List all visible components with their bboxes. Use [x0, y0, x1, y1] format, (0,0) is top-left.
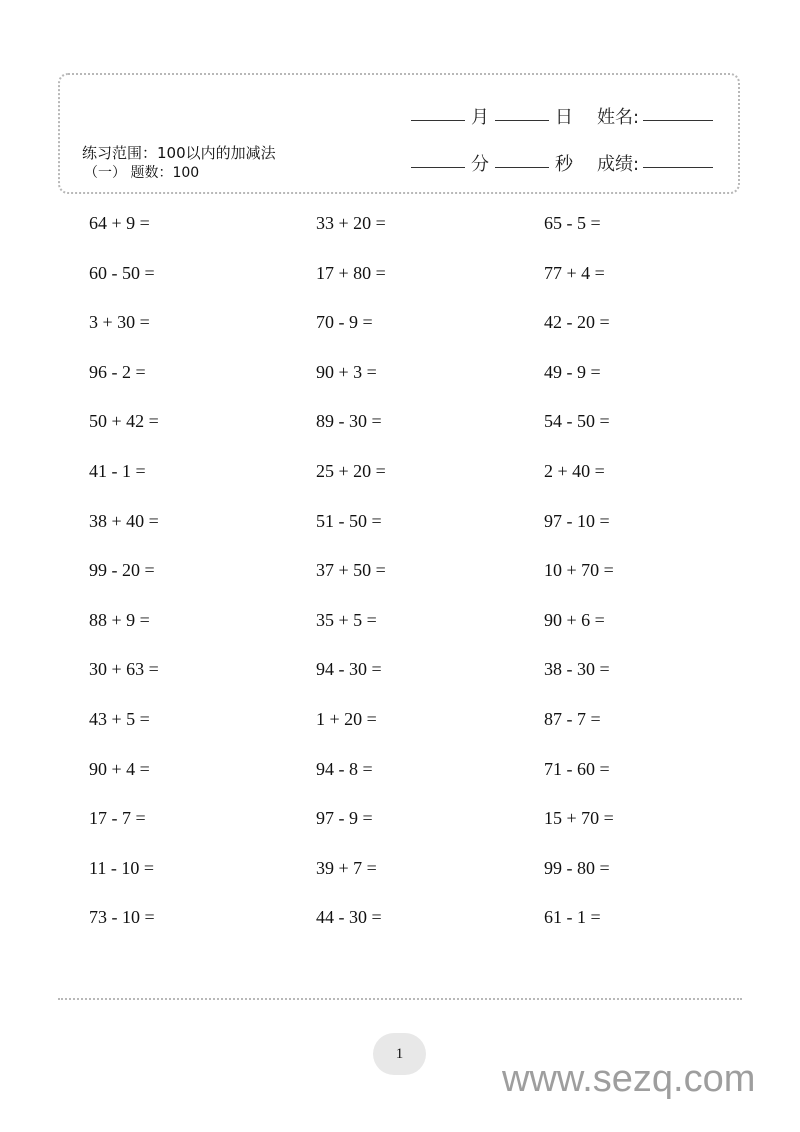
month-label: 月 [471, 107, 489, 128]
minute-label: 分 [471, 154, 489, 175]
footer-divider [58, 998, 742, 1000]
second-label: 秒 [555, 154, 573, 175]
math-problem: 33 + 20 = [316, 213, 386, 233]
math-problem: 88 + 9 = [89, 610, 150, 630]
math-problem: 50 + 42 = [89, 411, 159, 431]
math-problem: 64 + 9 = [89, 213, 150, 233]
range-count: （一） 题数：100 [84, 165, 200, 181]
math-problem: 2 + 40 = [544, 461, 605, 481]
watermark: www.sezq.com [502, 1058, 756, 1100]
day-label: 日 [555, 107, 573, 128]
math-problem: 10 + 70 = [544, 560, 614, 580]
math-problem: 65 - 5 = [544, 213, 601, 233]
math-problem: 17 + 80 = [316, 263, 386, 283]
month-blank[interactable] [411, 119, 465, 121]
math-problem: 51 - 50 = [316, 511, 382, 531]
math-problem: 97 - 9 = [316, 808, 373, 828]
math-problem: 96 - 2 = [89, 362, 146, 382]
math-problem: 99 - 20 = [89, 560, 155, 580]
range-title: 练习范围：100以内的加减法 [82, 144, 276, 162]
math-problem: 11 - 10 = [89, 858, 154, 878]
math-problem: 90 + 4 = [89, 759, 150, 779]
minute-blank[interactable] [411, 166, 465, 168]
math-problem: 41 - 1 = [89, 461, 146, 481]
math-problem: 43 + 5 = [89, 709, 150, 729]
math-problem: 70 - 9 = [316, 312, 373, 332]
math-problem: 37 + 50 = [316, 560, 386, 580]
math-problem: 89 - 30 = [316, 411, 382, 431]
name-blank[interactable] [643, 119, 713, 121]
page-number-badge [373, 1033, 426, 1075]
math-problem: 35 + 5 = [316, 610, 377, 630]
score-blank[interactable] [643, 166, 713, 168]
second-blank[interactable] [495, 166, 549, 168]
math-problem: 30 + 63 = [89, 659, 159, 679]
math-problem: 77 + 4 = [544, 263, 605, 283]
page-number: 1 [395, 1045, 404, 1062]
math-problem: 38 + 40 = [89, 511, 159, 531]
practice-range [82, 143, 276, 183]
day-blank[interactable] [495, 119, 549, 121]
score-label: 成绩: [597, 154, 640, 175]
math-problem: 39 + 7 = [316, 858, 377, 878]
math-problem: 94 - 30 = [316, 659, 382, 679]
math-problem: 3 + 30 = [89, 312, 150, 332]
math-problem: 38 - 30 = [544, 659, 610, 679]
math-problem: 17 - 7 = [89, 808, 146, 828]
math-problem: 42 - 20 = [544, 312, 610, 332]
date-name-row [407, 103, 717, 129]
math-problem: 99 - 80 = [544, 858, 610, 878]
math-problem: 25 + 20 = [316, 461, 386, 481]
math-problem: 90 + 6 = [544, 610, 605, 630]
math-problem: 54 - 50 = [544, 411, 610, 431]
math-problem: 1 + 20 = [316, 709, 377, 729]
name-label: 姓名: [597, 107, 640, 128]
math-problem: 15 + 70 = [544, 808, 614, 828]
math-problem: 49 - 9 = [544, 362, 601, 382]
worksheet-header [58, 73, 740, 194]
math-problem: 87 - 7 = [544, 709, 601, 729]
math-problem: 73 - 10 = [89, 907, 155, 927]
time-score-row [407, 150, 717, 176]
math-problem: 94 - 8 = [316, 759, 373, 779]
math-problem: 44 - 30 = [316, 907, 382, 927]
math-problem: 97 - 10 = [544, 511, 610, 531]
math-problem: 61 - 1 = [544, 907, 601, 927]
math-problem: 60 - 50 = [89, 263, 155, 283]
math-problem: 71 - 60 = [544, 759, 610, 779]
math-problem: 90 + 3 = [316, 362, 377, 382]
